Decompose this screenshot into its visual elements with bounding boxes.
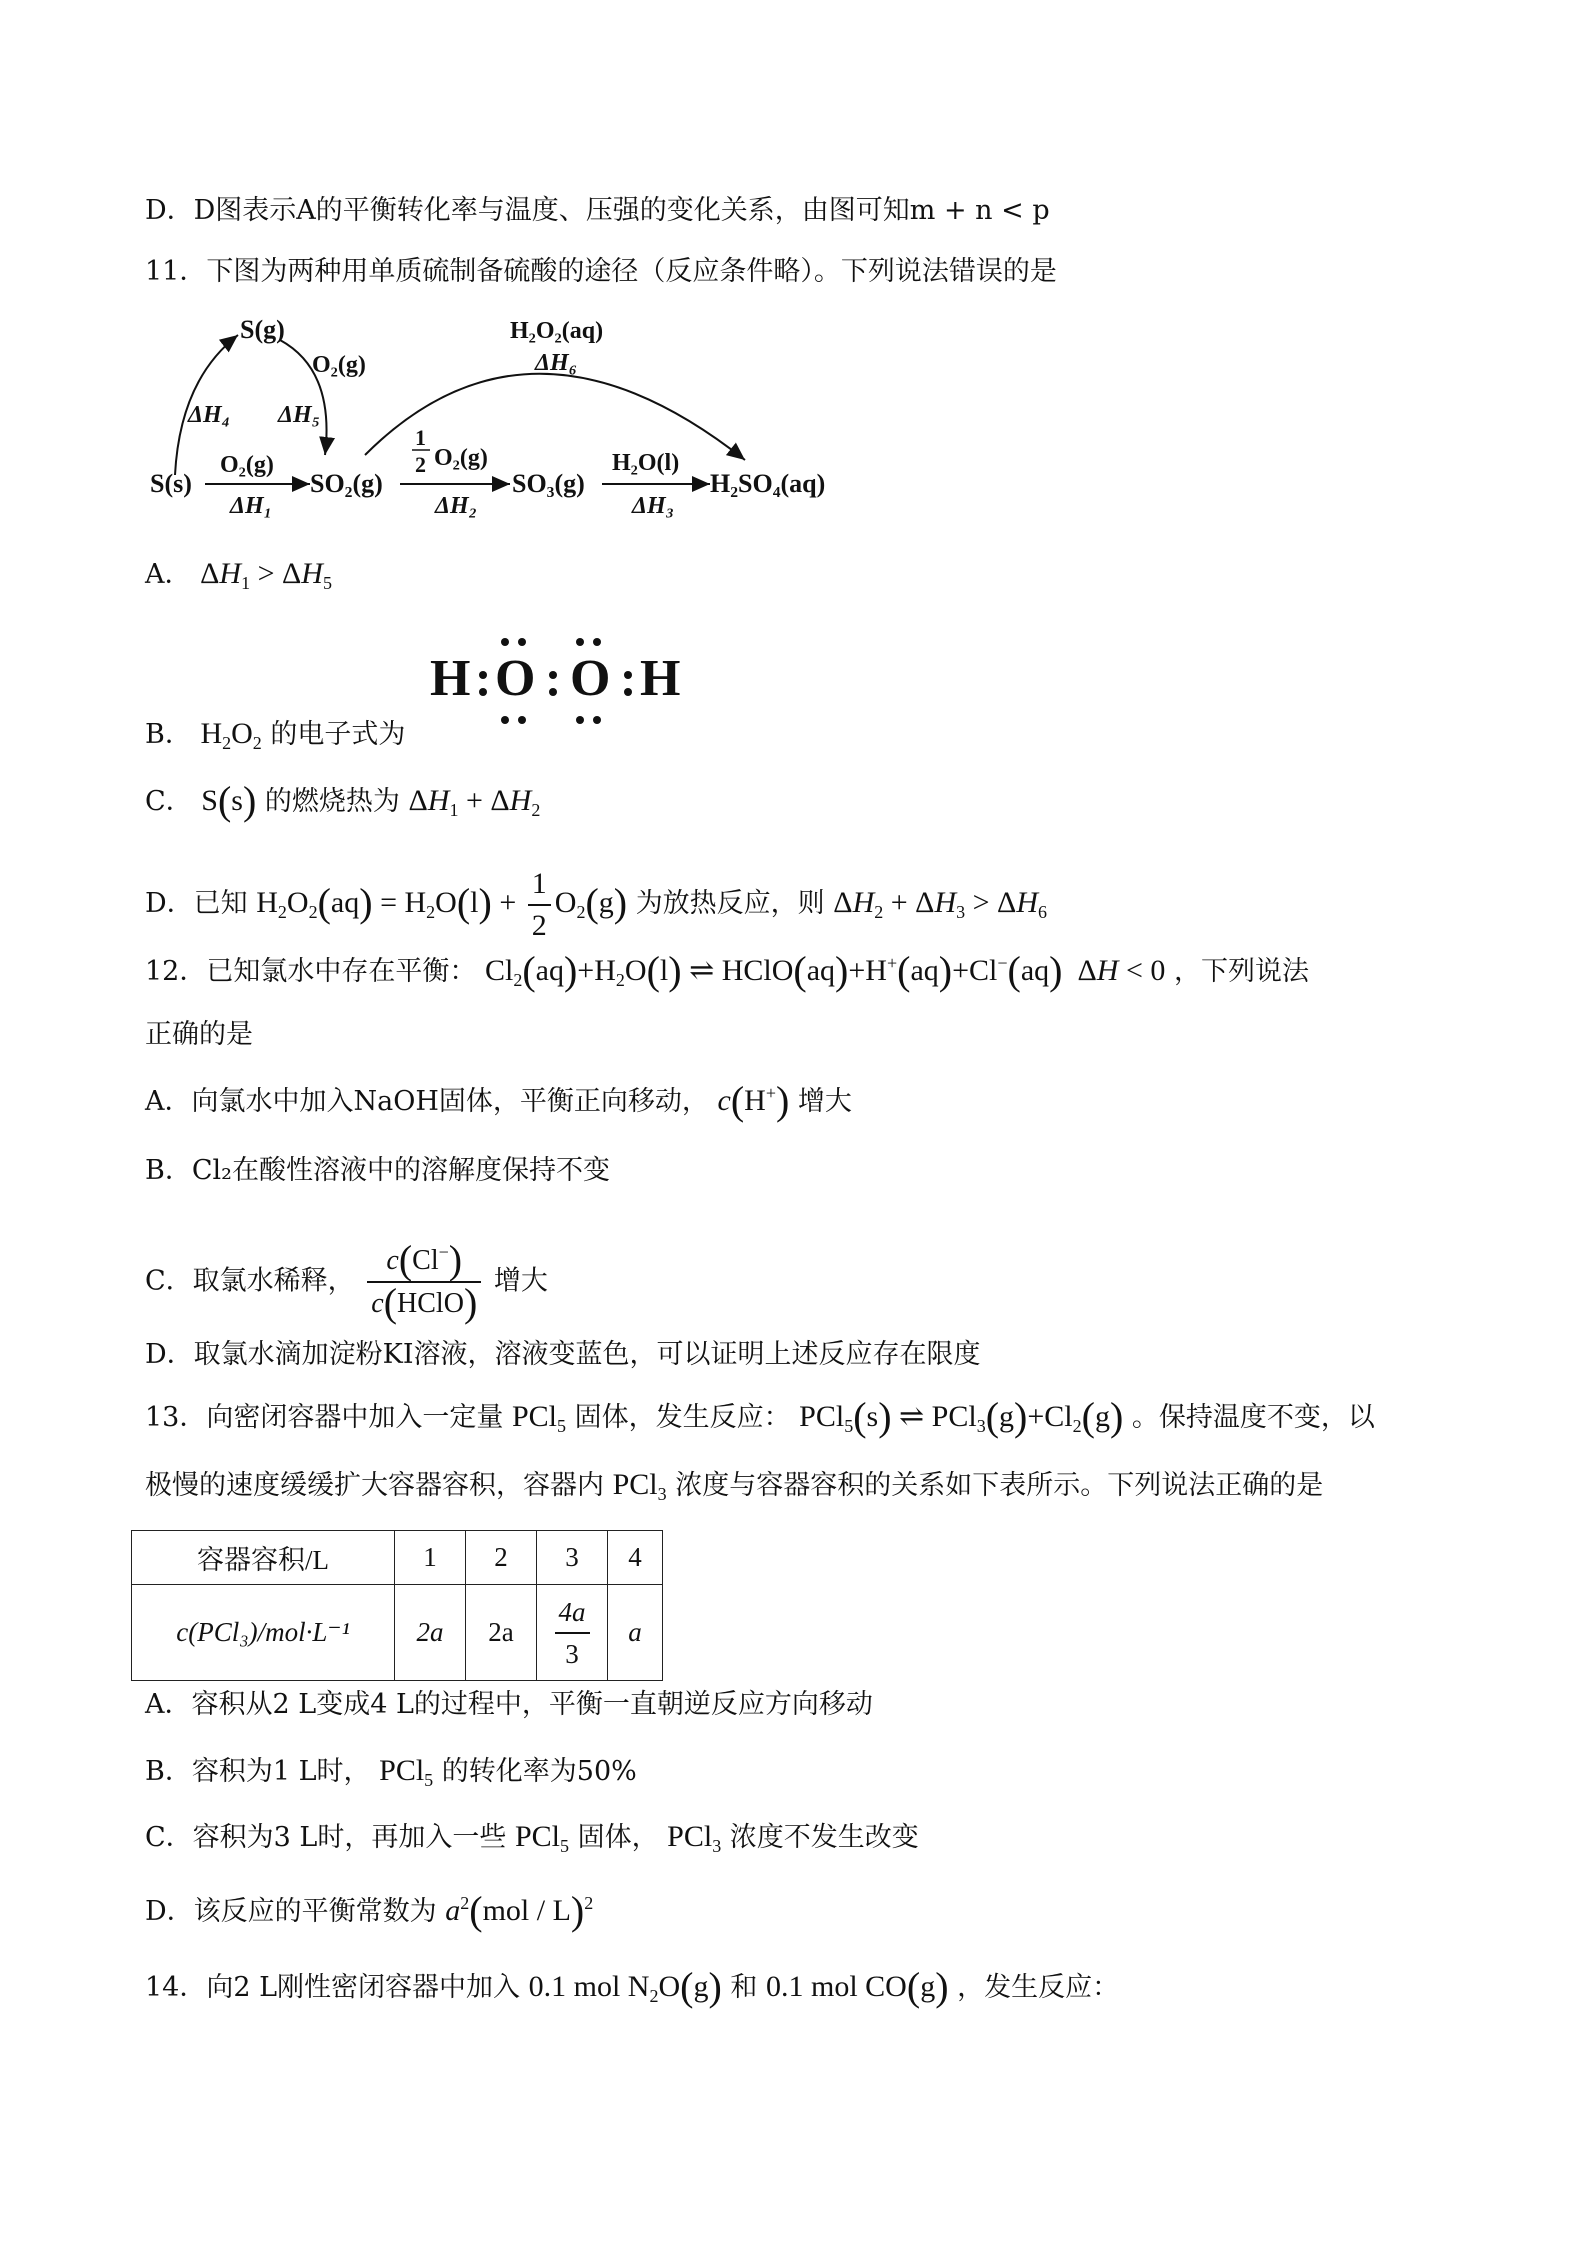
label-s-g: S(g) — [240, 315, 285, 344]
q12-stem-line2: 正确的是 — [145, 1019, 253, 1050]
q11-option-d: D．已知 $H_2O_2(aq) = H_2O(l)$ + $\frac{1}{2}$ $O_2(g)$ 为放热反应，则 $\Delta H_2 + \Delta H_3 > \Delta H_6$ — [145, 864, 1047, 946]
q12-option-a: A．向氯水中加入NaOH固体，平衡正向移动， c(H+) 增大 — [145, 1078, 852, 1123]
label-dh3: ΔH₃ — [632, 493, 675, 519]
label-h2o2: H₂O₂(aq) — [510, 318, 604, 344]
q12-option-c: C．取氯水稀释， $\frac{c(Cl^-)}{\text{c(HClO)}}$ 增大 — [145, 1237, 548, 1325]
volume-concentration-table — [131, 1530, 663, 1681]
label-dh4: ΔH₄ — [188, 402, 231, 428]
svg-text:O: O — [570, 650, 611, 707]
svg-text:H: H — [640, 650, 681, 707]
lewis-label: H:O:O:H — [430, 630, 435, 631]
table-col-2: 2 — [466, 1531, 537, 1585]
q13-stem-line2: 极慢的速度缓缓扩大容器容积，容器内 PCl$_3$ 浓度与容器容积的关系如下表所示。下列说法正确的是 — [145, 1468, 1324, 1504]
label-so3: SO₃(g) — [512, 469, 585, 498]
label-o2-mid: O₂(g) — [220, 452, 274, 478]
q13-stem-line1: 13．向密闭容器中加入一定量 PCl$_5$ 固体，发生反应： PCl$_5$(s) ⇌ $PCl_3(g)+Cl_2(g)$ 。保持温度不变，以 — [145, 1394, 1375, 1439]
q14-stem: 14．向2 L刚性密闭容器中加入 0.1 mol $N_2O(g)$ 和 0.1 mol CO(g) ，发生反应： — [145, 1964, 1120, 2009]
label-half-o2: O₂(g) — [434, 445, 488, 471]
q13-option-d: D．该反应的平衡常数为 $a^2(mol / L)^2$ — [145, 1888, 594, 1933]
label-dh1: ΔH₁ — [230, 493, 273, 519]
table-col-4: 4 — [608, 1531, 663, 1585]
svg-text:H: H — [430, 650, 471, 707]
table-value-1: 2a — [395, 1585, 466, 1681]
label-dh6: ΔH₆ — [535, 350, 578, 376]
table-row-label: c(PCl₃)/mol·L⁻¹ — [132, 1585, 395, 1681]
q12-option-d: D．取氯水滴加淀粉KI溶液，溶液变蓝色，可以证明上述反应存在限度 — [145, 1339, 981, 1370]
label-half-den: 2 — [415, 452, 426, 477]
label-dh2: ΔH₂ — [435, 493, 478, 519]
q11-stem: 11．下图为两种用单质硫制备硫酸的途径（反应条件略）。下列说法错误的是 — [145, 256, 1057, 287]
table-header-volume: 容器容积/L — [132, 1531, 395, 1585]
svg-text:O: O — [495, 650, 536, 707]
sulfur-pathway-diagram — [150, 310, 850, 540]
q11-option-a: A． $\Delta H_1 > \Delta H_5$ — [145, 557, 332, 593]
label-o2-top: O₂(g) — [312, 352, 366, 378]
table-value-3: $\frac{4a}{3}$ — [537, 1585, 608, 1681]
q13-option-c: C．容积为3 L时，再加入一些 PCl$_5$ 固体， PCl$_3$ 浓度不发生改变 — [145, 1820, 919, 1856]
label-s-s: S(s) — [150, 469, 192, 498]
label-so2: SO₂(g) — [310, 469, 383, 498]
label-half-num: 1 — [415, 425, 426, 450]
q12-option-b: B．Cl₂在酸性溶液中的溶解度保持不变 — [145, 1155, 610, 1186]
table-col-1: 1 — [395, 1531, 466, 1585]
q11-option-b: B． $H_2O_2$ 的电子式为 — [145, 717, 406, 753]
label-dh5: ΔH₅ — [278, 402, 321, 428]
label-h2so4: H₂SO₄(aq) — [710, 469, 826, 498]
q11-option-c: C． S(s) 的燃烧热为 $\Delta H_1 + \Delta H_2$ — [145, 778, 541, 823]
h2o2-lewis-structure — [430, 630, 740, 730]
table-col-3: 3 — [537, 1531, 608, 1585]
q10-option-d: D．D图表示A的平衡转化率与温度、压强的变化关系，由图可知m + n < p — [145, 195, 1050, 226]
table-value-2: 2a — [466, 1585, 537, 1681]
q12-stem: 12．已知氯水中存在平衡： $Cl_2(aq)+H_2O(l)$ ⇌ HClO(aq)+H+(aq)+Cl−(aq) ΔH < 0 ，下列说法 — [145, 948, 1309, 993]
q13-option-a: A．容积从2 L变成4 L的过程中，平衡一直朝逆反应方向移动 — [145, 1689, 873, 1720]
label-h2o: H₂O(l) — [612, 450, 680, 476]
table-value-4: a — [608, 1585, 663, 1681]
q13-option-b: B．容积为1 L时， PCl$_5$ 的转化率为50% — [145, 1754, 637, 1790]
